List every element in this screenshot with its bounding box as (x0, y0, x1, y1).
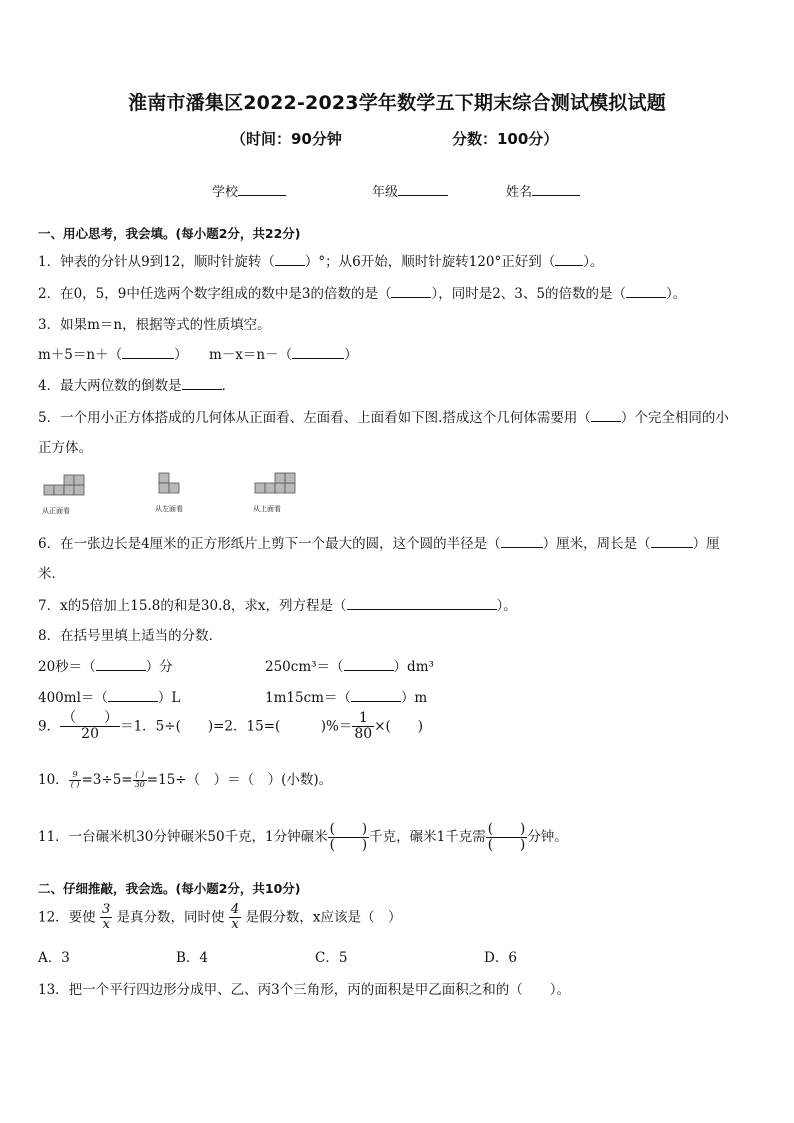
q8-item1-text: 20秒＝（ (38, 659, 96, 675)
q8-item4-unit: ）m (400, 690, 428, 706)
q10-fraction-2 (133, 771, 147, 790)
q11-frac2-numerator[interactable]: ( ) (487, 821, 526, 837)
section1-heading: 一、用心思考，我会填。(每小题2分，共22分) (38, 226, 301, 241)
q12-frac2-numerator: 4 (230, 902, 240, 917)
question-7 (38, 594, 517, 614)
exam-score: 分数：100分） (452, 130, 559, 148)
q7-blank[interactable] (347, 597, 497, 610)
q4-text-a: 4．最大两位数的倒数是 (38, 378, 182, 394)
grade-label: 年级 (372, 185, 399, 200)
q2-blank-2[interactable] (626, 285, 666, 298)
q5-text-b: ）个完全相同的小 (620, 410, 729, 426)
q9-frac2-numerator: 1 (358, 710, 368, 726)
q5-text-a: 5．一个用小正方体搭成的几何体从正面看、左面看、上面看如下图.搭成这个几何体需要用（ (38, 410, 591, 426)
q2-text-c: ）。 (665, 286, 687, 302)
q10-frac2-numerator[interactable]: ( ) (135, 770, 145, 780)
q1-blank-2[interactable] (555, 253, 583, 266)
q12-text-c: 是假分数，x应该是（ ） (245, 909, 402, 926)
q9-number: 9． (38, 718, 61, 735)
q12-option-a[interactable]: A．3 (38, 950, 70, 966)
question-11 (38, 822, 568, 853)
q3-eq2-text: m－x＝n－（ (209, 347, 293, 363)
q1-text-b: ）°；从6开始，顺时针旋转120°正好到（ (304, 254, 556, 270)
grade-field (372, 181, 448, 200)
q1-blank-1[interactable] (275, 253, 305, 266)
q2-text-b: ），同时是2、3、5的倍数的是（ (431, 286, 626, 302)
q10-frac1-denominator[interactable]: ( ) (70, 780, 80, 789)
q12-option-c[interactable]: C．5 (315, 950, 348, 966)
q12-option-d[interactable]: D．6 (484, 950, 517, 966)
top-view-figure (253, 468, 303, 516)
q6-blank-2[interactable] (651, 535, 693, 548)
q10-number: 10． (38, 772, 69, 788)
q9-fraction-2 (352, 711, 374, 743)
q8-item-3 (38, 686, 180, 706)
question-3: 3．如果m＝n，根据等式的性质填空。 (38, 317, 271, 333)
q1-text-a: 1．钟表的分针从9到12，顺时针旋转（ (38, 254, 275, 270)
q3-eq-2 (209, 343, 358, 363)
top-view-grid (253, 468, 303, 498)
question-13: 13．把一个平行四边形分成甲、乙、丙3个三角形，丙的面积是甲乙面积之和的（ ）。 (38, 982, 571, 998)
q11-text-a: 11．一台碾米机30分钟碾米50千克，1分钟碾米 (38, 828, 328, 845)
q6-line-2: 米． (38, 566, 65, 582)
q8-blank-2[interactable] (344, 658, 394, 671)
front-view-grid (42, 470, 102, 498)
q4-text-b: ． (221, 378, 236, 394)
q11-frac1-denominator[interactable]: ( ) (329, 836, 368, 853)
school-blank[interactable] (238, 183, 286, 196)
exam-time: （时间：90分钟 (231, 130, 342, 148)
left-view-caption: 从左面看 (155, 505, 183, 513)
q10-fraction-1 (69, 771, 82, 790)
q9-tail-text: ×( ) (374, 718, 424, 735)
q6-text-b: ）厘米，周长是（ (542, 536, 651, 552)
q3-eq2-close: ） (344, 347, 358, 363)
q6-text-c: ）厘 (692, 536, 720, 552)
q7-text-a: 7．x的5倍加上15.8的和是30.8，求x，列方程是（ (38, 598, 347, 614)
q9-frac1-numerator[interactable]: （ ） (62, 710, 119, 726)
q8-item4-text: 1m15cm＝（ (265, 690, 351, 706)
q8-item2-text: 250cm³＝（ (265, 659, 344, 675)
q8-item1-unit: ）分 (145, 659, 173, 675)
q12-text-a: 12．要使 (38, 909, 96, 926)
q12-frac1-numerator: 3 (101, 902, 111, 917)
q11-text-c: 分钟。 (527, 828, 568, 845)
q8-item3-text: 400ml＝（ (38, 690, 108, 706)
q6-blank-1[interactable] (501, 535, 543, 548)
q10-frac2-denominator: 30 (134, 780, 145, 789)
q11-fraction-2 (486, 822, 528, 853)
q10-middle-text: =3÷5= (81, 772, 133, 788)
name-blank[interactable] (532, 183, 580, 196)
q12-frac2-denominator: x (229, 917, 241, 932)
front-view-caption: 从正面看 (42, 507, 70, 515)
q1-text-c: ）。 (583, 254, 604, 270)
q8-item2-unit: ）dm³ (393, 659, 434, 675)
q5-blank[interactable] (591, 409, 621, 422)
section2-heading: 二、仔细推敲，我会选。(每小题2分，共10分) (38, 881, 301, 896)
q3-eq1-close: ） (174, 347, 188, 363)
q11-fraction-1 (328, 822, 370, 853)
q3-blank-1[interactable] (122, 346, 174, 359)
q8-item-2 (265, 655, 434, 675)
question-4 (38, 374, 235, 394)
q2-text-a: 2．在0，5，9中任选两个数字组成的数中是3的倍数的是（ (38, 286, 392, 302)
question-5 (38, 406, 729, 426)
q9-fraction-1 (60, 711, 120, 743)
school-field (212, 181, 286, 200)
q11-frac2-denominator[interactable]: ( ) (487, 836, 526, 853)
name-label: 姓名 (506, 185, 533, 200)
q10-tail-text: =15÷（ ）＝（ ）(小数)。 (146, 772, 333, 788)
q4-blank[interactable] (182, 377, 222, 390)
question-12 (38, 903, 402, 933)
q11-frac1-numerator[interactable]: ( ) (329, 821, 368, 837)
q12-option-b[interactable]: B．4 (176, 950, 209, 966)
q7-text-b: ）。 (496, 598, 517, 614)
q3-eq1-text: m＋5＝n＋（ (38, 347, 123, 363)
page-title: 淮南市潘集区2022-2023学年数学五下期末综合测试模拟试题 (128, 92, 666, 114)
q2-blank-1[interactable] (391, 285, 431, 298)
q12-frac1-denominator: x (100, 917, 112, 932)
q6-text-a: 6．在一张边长是4厘米的正方形纸片上剪下一个最大的圆，这个圆的半径是（ (38, 536, 501, 552)
q12-text-b: 是真分数，同时使 (116, 909, 225, 926)
q8-blank-3[interactable] (108, 689, 158, 702)
left-view-figure (155, 468, 195, 516)
question-2 (38, 282, 686, 302)
q12-fraction-1 (100, 903, 112, 933)
question-1 (38, 250, 603, 270)
question-10 (38, 768, 332, 790)
q9-middle-text: ＝1．5÷( )=2．15=( )%＝ (120, 718, 353, 735)
question-8: 8．在括号里填上适当的分数． (38, 628, 223, 644)
left-view-grid (155, 468, 185, 498)
q8-item3-unit: ）L (157, 690, 181, 706)
q3-blank-2[interactable] (292, 346, 344, 359)
q5-line-2: 正方体。 (38, 440, 92, 456)
q8-item-4 (265, 686, 427, 706)
q9-frac2-denominator: 80 (354, 726, 373, 743)
front-view-figure (42, 470, 102, 516)
q8-blank-4[interactable] (351, 689, 401, 702)
q9-frac1-denominator: 20 (60, 726, 120, 742)
grade-blank[interactable] (398, 183, 448, 196)
q8-blank-1[interactable] (96, 658, 146, 671)
q3-eq-1 (38, 343, 188, 363)
q8-item-1 (38, 655, 173, 675)
q11-text-b: 千克，碾米1千克需 (369, 828, 486, 845)
name-field (506, 181, 580, 200)
question-9 (38, 711, 423, 743)
q10-frac1-numerator: 9 (72, 770, 78, 780)
question-6 (38, 532, 720, 552)
q12-fraction-2 (229, 903, 241, 933)
school-label: 学校 (212, 185, 239, 200)
top-view-caption: 从上面看 (253, 505, 281, 513)
